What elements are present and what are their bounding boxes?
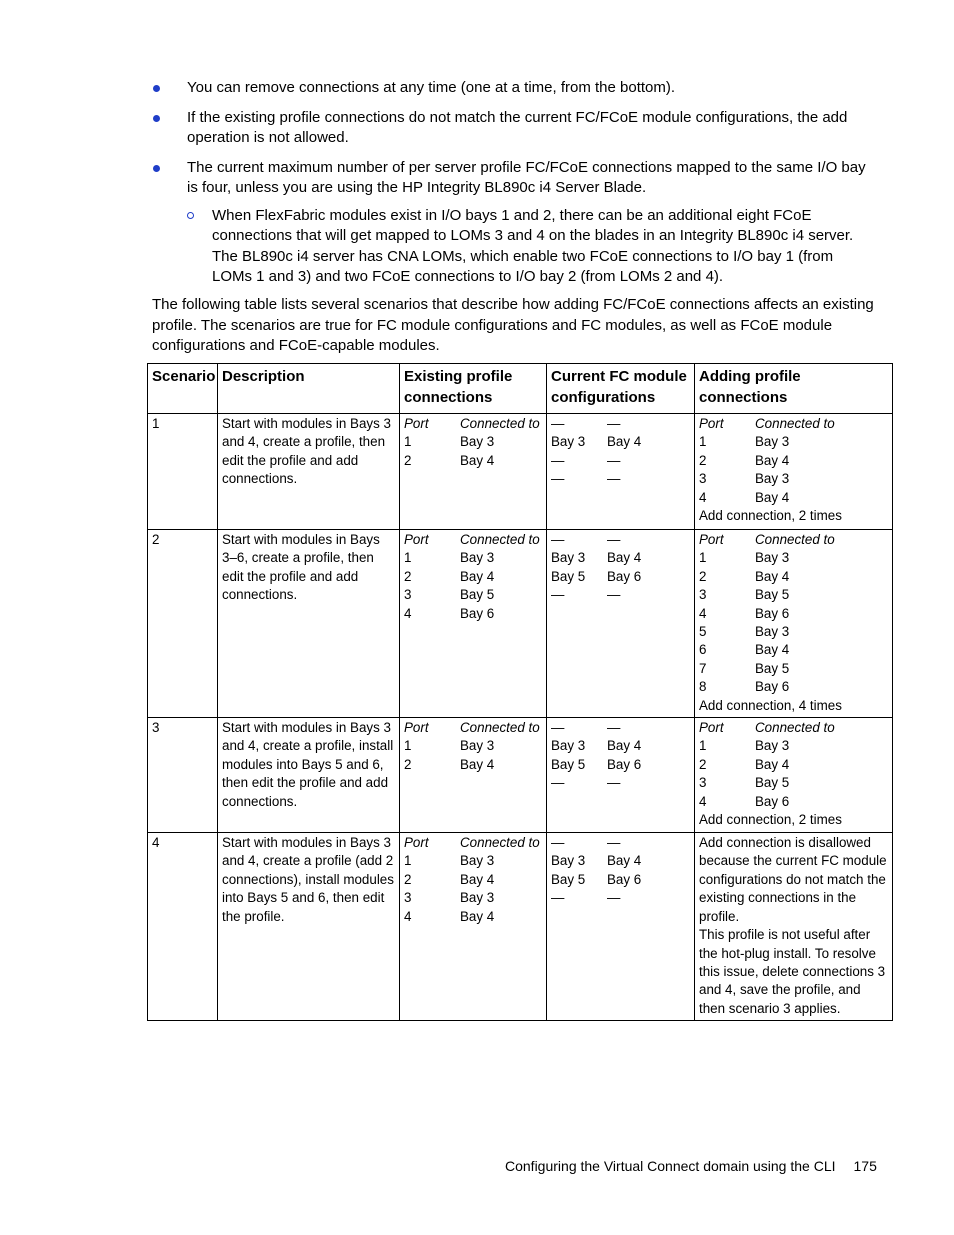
cell-scenario: 4: [148, 833, 218, 1021]
bullet-text: If the existing profile connections do not match the current FC/FCoE module configurations, the add operation is not allowed.: [187, 108, 848, 146]
port-value: 4: [404, 605, 412, 621]
bay-value: Bay 3: [755, 738, 790, 754]
bay-value: Bay 3: [755, 434, 790, 450]
bay-value: Bay 4: [755, 642, 790, 658]
port-label: Port: [699, 532, 724, 547]
bay-value: Bay 6: [755, 679, 790, 695]
bay-value: Bay 4: [755, 568, 790, 584]
port-value: 1: [699, 550, 707, 566]
bullet-text: You can remove connections at any time (one at a time, from the bottom).: [187, 79, 676, 96]
fc-value: Bay 6: [607, 756, 642, 772]
table-row: [148, 833, 893, 1021]
bay-value: Bay 5: [755, 660, 790, 676]
connected-label: Connected to: [460, 532, 540, 547]
sub-bullet-text: When FlexFabric modules exist in I/O bays 1 and 2, there can be an additional eight FCoE connections that will get mapped to LOMs 3 and 4 on the blades in an Integrity BL890c i4 server. The BL890c i4 server has CNA LOMs, which enable two FCoE connections to I/O bay 1 (from LOMs 1 and 3) and two FCoE connections to I/O bay 2 (from LOMs 2 and 4).: [212, 206, 854, 285]
fc-value: —: [607, 587, 621, 603]
adding-note: Add connection, 2 times: [699, 508, 842, 524]
bay-value: Bay 4: [460, 871, 495, 887]
port-value: 4: [404, 908, 412, 924]
port-value: 3: [699, 775, 707, 791]
bay-value: Bay 4: [460, 452, 495, 468]
connected-label: Connected to: [460, 835, 540, 851]
bullet-dot-icon: [153, 165, 160, 172]
bay-value: Bay 3: [755, 471, 790, 487]
cell-fc-config: [547, 833, 695, 1021]
fc-value: —: [607, 532, 621, 547]
port-value: 2: [699, 568, 707, 584]
fc-value: —: [607, 775, 621, 791]
port-value: 7: [699, 660, 707, 676]
port-value: 4: [699, 793, 707, 809]
connected-label: Connected to: [755, 720, 835, 736]
port-label: Port: [699, 416, 724, 431]
fc-value: —: [551, 471, 565, 487]
fc-value: —: [607, 416, 621, 431]
scenario-table: [147, 363, 893, 1021]
cell-description: Start with modules in Bays 3–6, create a profile, then edit the profile and add connections.: [218, 530, 400, 718]
bay-value: Bay 4: [460, 756, 495, 772]
bay-value: Bay 6: [755, 793, 790, 809]
fc-value: —: [551, 775, 565, 791]
port-value: 3: [404, 587, 412, 603]
fc-value: —: [551, 890, 565, 906]
fc-value: —: [551, 720, 565, 736]
port-label: Port: [404, 720, 429, 736]
fc-value: Bay 3: [551, 853, 586, 869]
bullet-item: [152, 78, 872, 99]
fc-value: —: [551, 587, 565, 603]
adding-disallowed-text: Add connection is disallowed because the current FC module configurations do not match the existing connections in the profile.: [699, 835, 887, 924]
bay-value: Bay 6: [755, 605, 790, 621]
port-value: 5: [699, 624, 707, 640]
cell-existing: [400, 530, 547, 718]
bay-value: Bay 5: [460, 587, 495, 603]
cell-existing: [400, 718, 547, 833]
cell-adding: [695, 718, 893, 833]
bullet-dot-icon: [153, 115, 160, 122]
header-scenario: Scenario: [148, 364, 218, 414]
table-row: [148, 414, 893, 530]
fc-value: Bay 4: [607, 738, 642, 754]
fc-value: Bay 4: [607, 853, 642, 869]
cell-fc-config: [547, 718, 695, 833]
table-header-row: [148, 364, 893, 414]
bay-value: Bay 4: [755, 489, 790, 505]
sub-bullet-list: [187, 206, 872, 288]
fc-value: Bay 3: [551, 434, 586, 450]
header-existing: Existing profile connections: [400, 364, 547, 414]
cell-adding: [695, 414, 893, 530]
bay-value: Bay 3: [460, 550, 495, 566]
port-value: 1: [404, 853, 412, 869]
port-value: 2: [404, 756, 412, 772]
port-value: 2: [404, 568, 412, 584]
fc-value: Bay 5: [551, 568, 586, 584]
port-value: 1: [699, 738, 707, 754]
bay-value: Bay 4: [460, 568, 495, 584]
bay-value: Bay 3: [460, 890, 495, 906]
port-value: 1: [404, 738, 412, 754]
footer-title: Configuring the Virtual Connect domain using the CLI: [505, 1158, 836, 1174]
fc-value: —: [551, 532, 565, 547]
bay-value: Bay 4: [460, 908, 495, 924]
port-value: 4: [699, 489, 707, 505]
port-value: 3: [699, 587, 707, 603]
connected-label: Connected to: [755, 416, 835, 431]
port-value: 6: [699, 642, 707, 658]
bay-value: Bay 3: [460, 434, 495, 450]
adding-note: Add connection, 2 times: [699, 812, 842, 828]
bay-value: Bay 3: [755, 550, 790, 566]
fc-value: Bay 5: [551, 871, 586, 887]
header-adding: Adding profile connections: [695, 364, 893, 414]
page-footer: [505, 1158, 877, 1174]
bay-value: Bay 6: [460, 605, 495, 621]
bay-value: Bay 5: [755, 775, 790, 791]
fc-value: —: [551, 452, 565, 468]
page-number: 175: [853, 1158, 877, 1174]
fc-value: Bay 6: [607, 871, 642, 887]
port-value: 4: [699, 605, 707, 621]
connected-label: Connected to: [755, 532, 835, 547]
fc-value: —: [607, 720, 621, 736]
port-value: 2: [404, 871, 412, 887]
fc-value: Bay 3: [551, 738, 586, 754]
table-row: [148, 530, 893, 718]
port-value: 3: [699, 471, 707, 487]
cell-fc-config: [547, 530, 695, 718]
port-value: 1: [404, 550, 412, 566]
port-value: 8: [699, 679, 707, 695]
fc-value: Bay 5: [551, 756, 586, 772]
bay-value: Bay 3: [755, 624, 790, 640]
fc-value: —: [607, 452, 621, 468]
fc-value: —: [607, 835, 621, 851]
intro-paragraph: The following table lists several scenarios that describe how adding FC/FCoE connections affects an existing profile. The scenarios are true for FC module configurations and FC modules, as well as FCoE module configurations and FCoE-capable modules.: [152, 296, 874, 354]
fc-value: Bay 6: [607, 568, 642, 584]
bay-value: Bay 4: [755, 452, 790, 468]
port-label: Port: [404, 416, 429, 431]
port-value: 1: [404, 434, 412, 450]
cell-fc-config: [547, 414, 695, 530]
cell-adding: [695, 530, 893, 718]
fc-value: Bay 4: [607, 434, 642, 450]
sub-bullet-circle-icon: [187, 212, 194, 219]
table-row: [148, 718, 893, 833]
port-label: Port: [404, 532, 429, 547]
bay-value: Bay 3: [460, 738, 495, 754]
cell-adding: [695, 833, 893, 1021]
fc-value: —: [551, 416, 565, 431]
bay-value: Bay 3: [460, 853, 495, 869]
bullet-text: The current maximum number of per server profile FC/FCoE connections mapped to the same I/O bay is four, unless you are using the HP Integrity BL890c i4 Server Blade.: [187, 158, 866, 196]
port-value: 2: [699, 756, 707, 772]
port-value: 2: [699, 452, 707, 468]
bay-value: Bay 4: [755, 756, 790, 772]
cell-description: Start with modules in Bays 3 and 4, create a profile, then edit the profile and add connections.: [218, 414, 400, 530]
header-fc-config: Current FC module configurations: [547, 364, 695, 414]
cell-description: Start with modules in Bays 3 and 4, create a profile, install modules into Bays 5 and 6, then edit the profile and add connections.: [218, 718, 400, 833]
cell-scenario: 2: [148, 530, 218, 718]
connected-label: Connected to: [460, 416, 540, 431]
bullet-list: [152, 78, 872, 297]
port-value: 3: [404, 890, 412, 906]
fc-value: Bay 3: [551, 550, 586, 566]
header-description: Description: [218, 364, 400, 414]
bay-value: Bay 5: [755, 587, 790, 603]
fc-value: Bay 4: [607, 550, 642, 566]
bullet-item: [152, 158, 872, 288]
port-label: Port: [404, 835, 429, 851]
fc-value: —: [551, 835, 565, 851]
fc-value: —: [607, 890, 621, 906]
port-label: Port: [699, 720, 724, 736]
cell-existing: [400, 414, 547, 530]
fc-value: —: [607, 471, 621, 487]
connected-label: Connected to: [460, 720, 540, 736]
cell-scenario: 3: [148, 718, 218, 833]
cell-existing: [400, 833, 547, 1021]
port-value: 2: [404, 452, 412, 468]
adding-resolution-text: This profile is not useful after the hot-plug install. To resolve this issue, delete connections 3 and 4, save the profile, and then scenario 3 applies.: [699, 927, 886, 1016]
cell-scenario: 1: [148, 414, 218, 530]
sub-bullet-item: [187, 206, 872, 288]
bullet-dot-icon: [153, 85, 160, 92]
bullet-item: [152, 108, 872, 149]
cell-description: Start with modules in Bays 3 and 4, create a profile (add 2 connections), install modules into Bays 5 and 6, then edit the profile.: [218, 833, 400, 1021]
port-value: 1: [699, 434, 707, 450]
adding-note: Add connection, 4 times: [699, 697, 842, 713]
